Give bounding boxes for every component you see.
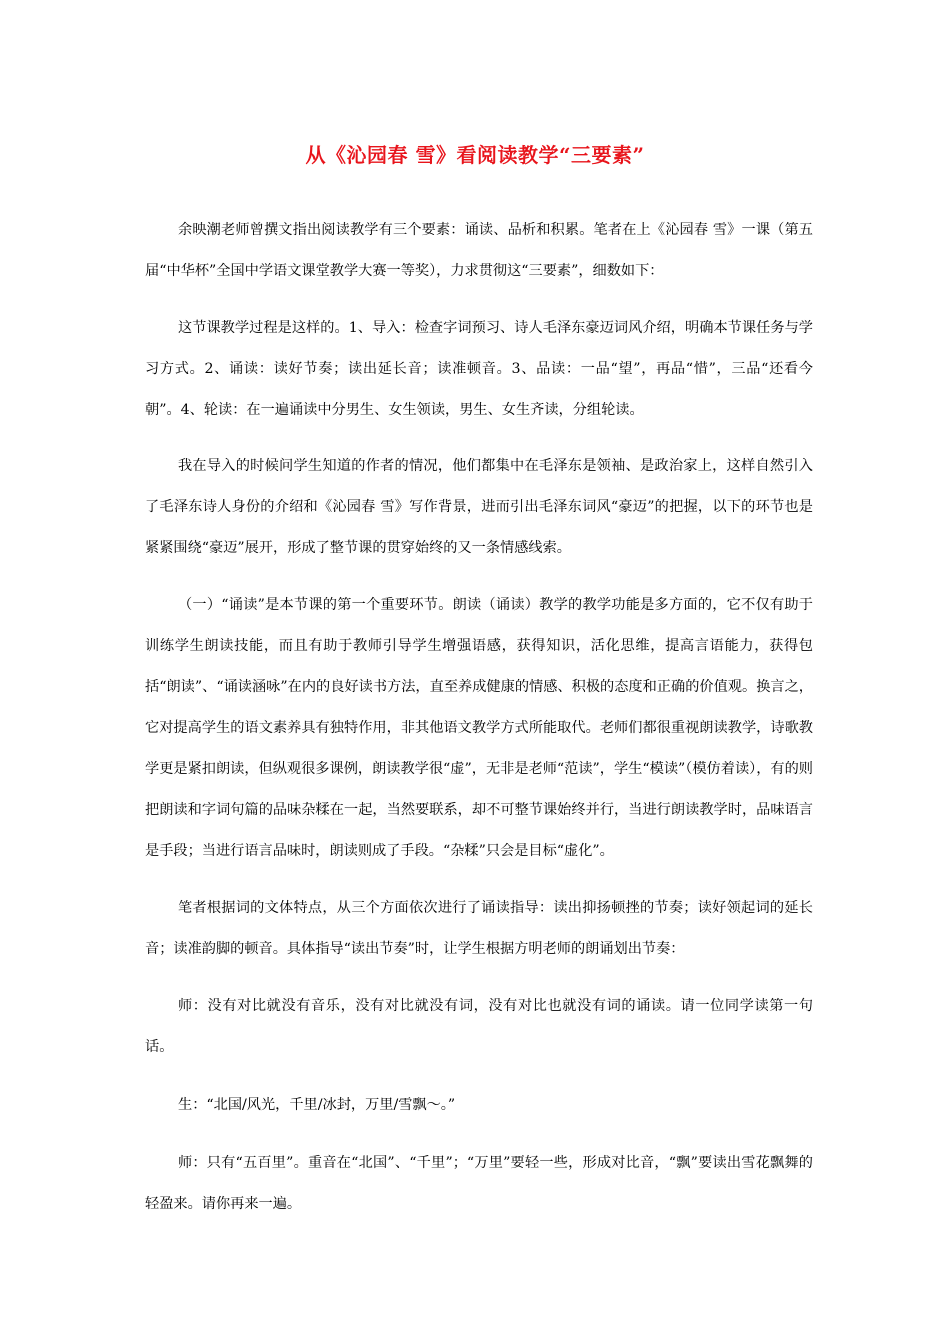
paragraph-6: 师：没有对比就没有音乐，没有对比就没有词，没有对比也就没有词的诵读。请一位同学读第一句话。 xyxy=(145,998,813,1055)
paragraph-8: 师：只有“五百里”。重音在“北国”、“千里”；“万里”要轻一些，形成对比音，“飘”要读出雪花飘舞的轻盈来。请你再来一遍。 xyxy=(145,1155,813,1212)
paragraph-4: （一）“诵读”是本节课的第一个重要环节。朗读（诵读）教学的教学功能是多方面的，它不仅有助于训练学生朗读技能，而且有助于教师引导学生增强语感，获得知识，活化思维，提高言语能力，获得包括“朗读”、“诵读涵咏”在内的良好读书方法，直至养成健康的情感、积极的态度和正确的价值观。换言之，它对提高学生的语文素养具有独特作用，非其他语文教学方式所能取代。老师们都很重视朗读教学，诗歌教学更是紧扣朗读，但纵观很多课例，朗读教学很“虚”，无非是老师“范读”，学生“模读”（模仿着读），有的则把朗读和字词句篇的品味杂糅在一起，当然要联系，却不可整节课始终并行，当进行朗读教学时，品味语言是手段；当进行语言品味时，朗读则成了手段。“杂糅”只会是目标“虚化”。 xyxy=(145,597,813,859)
paragraph-5: 笔者根据词的文体特点，从三个方面依次进行了诵读指导：读出抑扬顿挫的节奏；读好领起词的延长音；读准韵脚的顿音。具体指导“读出节奏”时，让学生根据方明老师的朗诵划出节奏： xyxy=(145,900,813,957)
paragraph-2: 这节课教学过程是这样的。1、导入：检查字词预习、诗人毛泽东豪迈词风介绍，明确本节课任务与学习方式。2、诵读：读好节奏；读出延长音；读准顿音。3、品读：一品“望”，再品“惜”，三品“还看今朝”。4、轮读：在一遍诵读中分男生、女生领读，男生、女生齐读，分组轮读。 xyxy=(145,320,813,418)
paragraph-7: 生：“北国/风光，千里/冰封，万里/雪飘～。” xyxy=(178,1097,456,1113)
document-title: 从《沁园春 雪》看阅读教学“三要素” xyxy=(305,143,645,168)
paragraph-3: 我在导入的时候问学生知道的作者的情况，他们都集中在毛泽东是领袖、是政治家上，这样自然引入了毛泽东诗人身份的介绍和《沁园春 雪》写作背景，进而引出毛泽东词风“豪迈”的把握，以下的环节也是紧紧围绕“豪迈”展开，形成了整节课的贯穿始终的又一条情感线索。 xyxy=(145,458,813,556)
paragraph-1: 余映潮老师曾撰文指出阅读教学有三个要素：诵读、品析和积累。笔者在上《沁园春 雪》一课（第五届“中华杯”全国中学语文课堂教学大赛一等奖），力求贯彻这“三要素”，细数如下： xyxy=(145,222,813,279)
